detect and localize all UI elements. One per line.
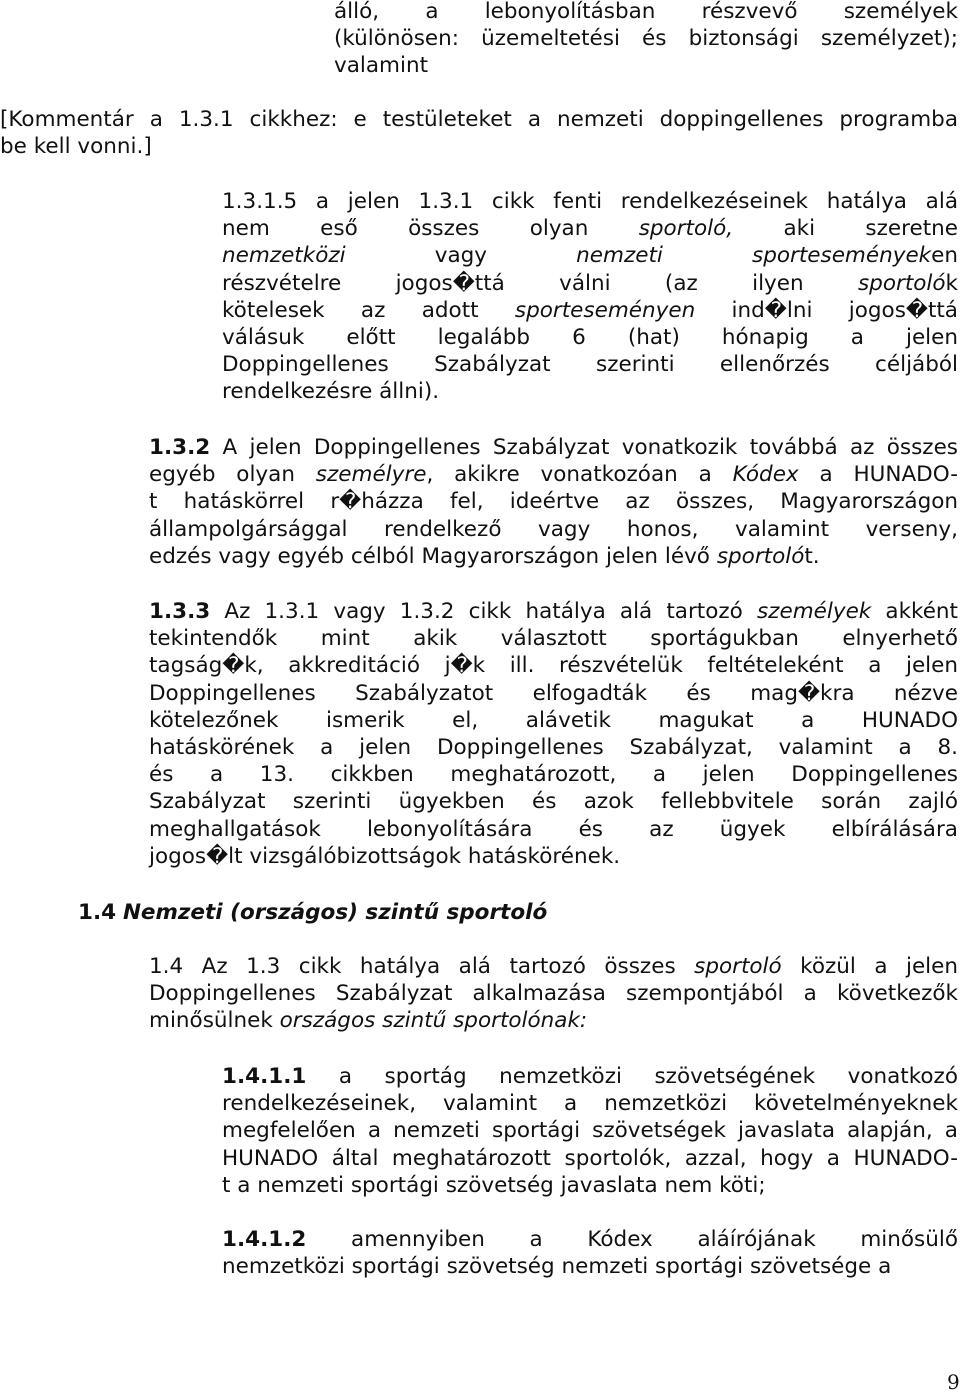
text-line: [222, 1063, 958, 1090]
text-run: Szabályzat szerinti ügyekben és azok fellebbvitele során zajló: [149, 789, 958, 815]
text-line: [222, 297, 958, 324]
text-line: [149, 788, 958, 815]
text-run: országos szintű sportolónak:: [279, 1008, 588, 1034]
text-run: személyre: [315, 462, 427, 488]
text-line: [222, 242, 958, 269]
text-run: 1.3.3: [149, 599, 211, 624]
text-line: [334, 52, 958, 79]
text-run: sportoló,: [638, 216, 734, 242]
text-run: t hatáskörrel r�házza fel, ideértve az összes, Magyarországon: [149, 489, 958, 515]
text-run: en: [931, 243, 958, 269]
text-line: [222, 1145, 958, 1172]
text-run: Doppingellenes Szabályzat szerinti ellenőrzés céljából: [222, 352, 958, 378]
text-run: megfelelően a nemzeti sportági szövetségek javaslata alapján, a: [222, 1118, 958, 1144]
text-line: [149, 543, 958, 570]
text-run: kötelesek az adott: [222, 297, 515, 323]
text-line: [149, 816, 958, 843]
text-line: [0, 133, 958, 160]
text-run: Az 1.3.1 vagy 1.3.2 cikk hatálya alá tartozó: [210, 599, 757, 624]
text-run: Kódex: [732, 462, 799, 488]
text-line: [222, 270, 958, 297]
text-run: [116, 900, 123, 925]
text-run: a jelen 1.3.1 cikk fenti rendelkezéseinek hatálya alá: [315, 189, 958, 214]
text-line: [149, 625, 958, 652]
text-run: nemzetközi: [222, 243, 346, 269]
text-run: 1.3.2: [149, 435, 211, 460]
text-line: [149, 980, 958, 1007]
text-run: akként: [871, 599, 958, 624]
text-line: [149, 680, 958, 707]
paragraph-p14: [149, 953, 958, 1035]
text-line: [222, 1253, 958, 1280]
paragraph-comment: [0, 106, 958, 160]
text-line: [149, 516, 958, 543]
text-run: rendelkezéseinek, valamint a nemzetközi követelményeknek: [222, 1091, 958, 1117]
text-run: t.: [804, 543, 820, 569]
text-run: válásuk előtt legalább 6 (hat) hónapig a jelen: [222, 324, 958, 350]
text-run: 1.4.1.1: [222, 1064, 307, 1089]
text-run: 1.4: [78, 900, 117, 925]
text-run: álló, a lebonyolításban részvevő személyek: [334, 0, 958, 24]
text-run: a sportág nemzetközi szövetségének vonatkozó: [306, 1064, 958, 1089]
text-line: [149, 734, 958, 761]
text-run: [663, 243, 752, 268]
text-line: [334, 0, 958, 25]
text-line: [149, 598, 958, 625]
paragraph-h14: [78, 899, 958, 926]
text-run: edzés vagy egyéb célból Magyarországon jelen lévő: [149, 543, 717, 569]
text-run: sportesemények: [752, 243, 932, 269]
text-run: k: [945, 270, 958, 296]
text-run: A jelen Doppingellenes Szabályzat vonatkozik továbbá az összes: [210, 435, 958, 460]
text-line: [222, 1226, 958, 1253]
text-run: sporteseményen: [514, 297, 696, 323]
text-run: 1.4.1.2: [222, 1227, 307, 1252]
text-line: [222, 1090, 958, 1117]
text-line: [149, 434, 958, 461]
text-run: állampolgársággal rendelkező vagy honos, valamint verseny,: [149, 516, 958, 542]
text-run: ind�lni jogos�ttá: [695, 297, 958, 323]
text-line: [149, 1007, 958, 1034]
text-line: [149, 843, 958, 870]
text-run: valamint: [334, 53, 429, 79]
text-line: [149, 953, 958, 980]
text-line: [149, 652, 958, 679]
text-line: [149, 461, 958, 488]
page-number: 9: [947, 1370, 960, 1394]
paragraph-b1: [334, 0, 958, 80]
text-run: vagy: [345, 243, 577, 269]
text-run: 1.4 Az 1.3 cikk hatálya alá tartozó összes: [149, 954, 695, 979]
text-line: [149, 488, 958, 515]
text-line: [222, 378, 958, 405]
paragraph-p133: [149, 598, 958, 870]
text-run: tekintendők mint akik választott sportágukban elnyerhető: [149, 626, 958, 652]
text-line: [149, 761, 958, 788]
paragraph-p132: [149, 434, 958, 570]
paragraph-p1315: [222, 188, 958, 406]
text-line: [0, 106, 958, 133]
text-line: [149, 707, 958, 734]
text-run: kötelezőnek ismerik el, alávetik magukat a HUNADO: [149, 707, 958, 733]
text-run: nemzeti: [576, 243, 663, 269]
paragraph-p1411: [222, 1063, 958, 1199]
text-run: egyéb olyan: [149, 462, 316, 488]
text-run: aki szeretne: [733, 216, 958, 242]
text-run: Doppingellenes Szabályzatot elfogadták és mag�kra nézve: [149, 680, 958, 706]
text-run: 1.3.1.5: [222, 189, 316, 214]
text-line: [222, 324, 958, 351]
text-run: rendelkezésre állni).: [222, 379, 440, 405]
text-run: személyek: [756, 599, 872, 624]
text-run: közül a jelen: [781, 954, 959, 979]
text-run: tagság�k, akkreditáció j�k ill. részvételük feltételeként a jelen: [149, 653, 958, 679]
text-run: és a 13. cikkben meghatározott, a jelen Doppingellenes: [149, 762, 958, 788]
text-run: meghallgatások lebonyolítására és az ügyek elbírálására: [149, 816, 958, 842]
text-run: részvételre jogos�ttá válni (az ilyen: [222, 270, 858, 296]
text-line: [222, 215, 958, 242]
text-run: (különösen: üzemeltetési és biztonsági személyzet);: [334, 26, 958, 52]
text-run: Doppingellenes Szabályzat alkalmazása szempontjából a következők: [149, 981, 958, 1007]
text-line: [222, 351, 958, 378]
text-run: hatáskörének a jelen Doppingellenes Szabályzat, valamint a 8.: [149, 734, 958, 760]
text-run: nemzetközi sportági szövetség nemzeti sportági szövetsége a: [222, 1254, 892, 1280]
text-run: HUNADO által meghatározott sportolók, azzal, hogy a HUNADO-: [222, 1145, 958, 1171]
text-run: amennyiben a Kódex aláírójának minősülő: [306, 1227, 958, 1252]
text-run: nem eső összes olyan: [222, 216, 639, 242]
text-line: [222, 1117, 958, 1144]
text-line: [222, 188, 958, 215]
text-run: jogos�lt vizsgálóbizottságok hatáskörének.: [149, 843, 621, 869]
text-run: a HUNADO-: [798, 462, 959, 488]
text-run: t a nemzeti sportági szövetség javaslata nem köti;: [222, 1172, 766, 1198]
text-run: Nemzeti (országos) szintű sportoló: [122, 900, 548, 925]
text-line: [78, 899, 958, 926]
text-run: [Kommentár a 1.3.1 cikkhez: e testületeket a nemzeti doppingellenes programba: [0, 107, 958, 132]
text-line: [222, 1172, 958, 1199]
text-run: sportoló: [716, 543, 805, 569]
text-run: be kell vonni.]: [0, 134, 152, 160]
text-run: sportoló: [694, 954, 782, 979]
text-run: minősülnek: [149, 1008, 280, 1034]
text-line: [334, 25, 958, 52]
text-run: , akikre vonatkozóan a: [426, 462, 733, 488]
paragraph-p1412: [222, 1226, 958, 1280]
text-run: sportoló: [857, 270, 946, 296]
